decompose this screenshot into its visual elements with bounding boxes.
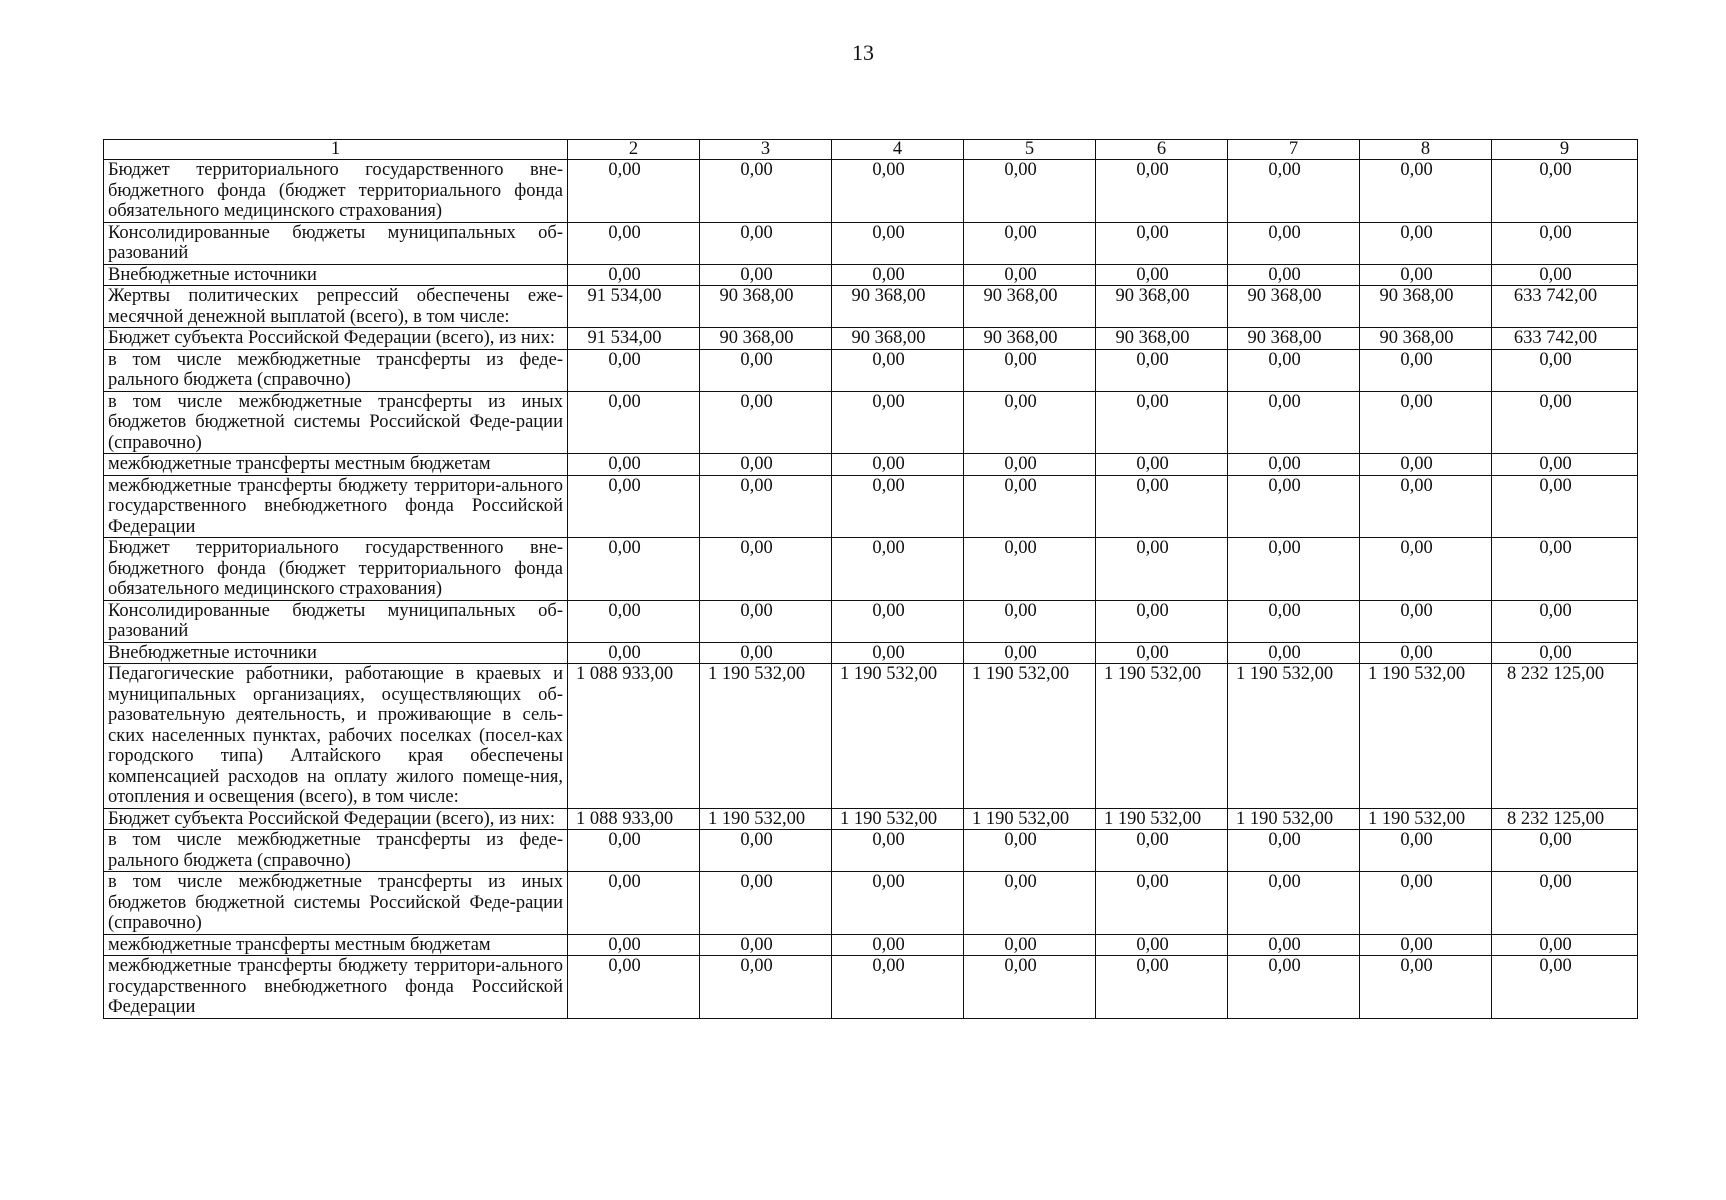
value-cell: 0,00: [1228, 349, 1360, 391]
row-label: межбюджетные трансферты бюджету территори-ального государственного внебюджетного фонда Российской Федерации: [104, 956, 568, 1019]
value-cell: 0,00: [568, 830, 700, 872]
row-label: в том числе межбюджетные трансферты из иных бюджетов бюджетной системы Российской Феде-рации (справочно): [104, 872, 568, 935]
value-cell: 0,00: [1096, 956, 1228, 1019]
value-cell: 0,00: [1360, 934, 1492, 956]
row-label: Бюджет территориального государственного вне-бюджетного фонда (бюджет территориального фонда обязательного медицинского страхования): [104, 538, 568, 601]
value-cell: 0,00: [832, 454, 964, 476]
value-cell: 0,00: [1360, 222, 1492, 264]
value-cell: 0,00: [1096, 600, 1228, 642]
table-row: [104, 328, 1638, 350]
value-cell: 0,00: [700, 160, 832, 223]
value-cell: 0,00: [832, 222, 964, 264]
table-row: [104, 830, 1638, 872]
column-number-cell: 8: [1360, 140, 1492, 160]
value-cell: 0,00: [1228, 956, 1360, 1019]
value-cell: 0,00: [568, 349, 700, 391]
row-label: Бюджет территориального государственного вне-бюджетного фонда (бюджет территориального фонда обязательного медицинского страхования): [104, 160, 568, 223]
value-cell: 0,00: [1096, 538, 1228, 601]
table-row: [104, 872, 1638, 935]
value-cell: 0,00: [1492, 222, 1638, 264]
value-cell: 0,00: [568, 956, 700, 1019]
value-cell: 0,00: [700, 264, 832, 286]
value-cell: 0,00: [1492, 264, 1638, 286]
value-cell: 8 232 125,00: [1492, 664, 1638, 809]
value-cell: 0,00: [1228, 538, 1360, 601]
value-cell: 0,00: [964, 872, 1096, 935]
value-cell: 90 368,00: [1096, 286, 1228, 328]
table-row: [104, 391, 1638, 454]
value-cell: 0,00: [1228, 222, 1360, 264]
value-cell: 0,00: [964, 349, 1096, 391]
value-cell: 1 190 532,00: [1360, 808, 1492, 830]
value-cell: 0,00: [964, 830, 1096, 872]
row-label: межбюджетные трансферты местным бюджетам: [104, 454, 568, 476]
value-cell: 0,00: [568, 222, 700, 264]
column-number-cell: 7: [1228, 140, 1360, 160]
value-cell: 0,00: [700, 391, 832, 454]
value-cell: 0,00: [1096, 642, 1228, 664]
value-cell: 0,00: [1228, 475, 1360, 538]
table-row: [104, 286, 1638, 328]
value-cell: 90 368,00: [832, 286, 964, 328]
table-row: [104, 454, 1638, 476]
value-cell: 0,00: [1492, 391, 1638, 454]
value-cell: 0,00: [568, 454, 700, 476]
value-cell: 1 190 532,00: [1228, 808, 1360, 830]
table-row: [104, 600, 1638, 642]
value-cell: 90 368,00: [1360, 286, 1492, 328]
value-cell: 633 742,00: [1492, 328, 1638, 350]
value-cell: 0,00: [832, 264, 964, 286]
value-cell: 0,00: [1228, 872, 1360, 935]
table-row: [104, 222, 1638, 264]
table-row: [104, 349, 1638, 391]
value-cell: 1 190 532,00: [1096, 664, 1228, 809]
value-cell: 0,00: [1228, 600, 1360, 642]
value-cell: 633 742,00: [1492, 286, 1638, 328]
table-row: [104, 664, 1638, 809]
table-row: [104, 538, 1638, 601]
value-cell: 0,00: [1228, 454, 1360, 476]
row-label: в том числе межбюджетные трансферты из иных бюджетов бюджетной системы Российской Феде-рации (справочно): [104, 391, 568, 454]
value-cell: 1 190 532,00: [832, 664, 964, 809]
value-cell: 0,00: [1492, 600, 1638, 642]
value-cell: 0,00: [1492, 349, 1638, 391]
value-cell: 90 368,00: [1228, 286, 1360, 328]
value-cell: 0,00: [1228, 830, 1360, 872]
table-row: [104, 264, 1638, 286]
value-cell: 0,00: [1360, 600, 1492, 642]
value-cell: 1 190 532,00: [1096, 808, 1228, 830]
column-number-cell: 3: [700, 140, 832, 160]
value-cell: 1 190 532,00: [832, 808, 964, 830]
value-cell: 0,00: [1096, 830, 1228, 872]
value-cell: 0,00: [964, 160, 1096, 223]
value-cell: 91 534,00: [568, 328, 700, 350]
column-number-cell: 2: [568, 140, 700, 160]
row-label: Внебюджетные источники: [104, 642, 568, 664]
value-cell: 0,00: [832, 830, 964, 872]
row-label: Бюджет субъекта Российской Федерации (всего), из них:: [104, 328, 568, 350]
value-cell: 0,00: [1228, 934, 1360, 956]
value-cell: 0,00: [964, 391, 1096, 454]
value-cell: 90 368,00: [1228, 328, 1360, 350]
value-cell: 0,00: [832, 956, 964, 1019]
row-label: межбюджетные трансферты бюджету территори-ального государственного внебюджетного фонда Российской Федерации: [104, 475, 568, 538]
value-cell: 0,00: [1096, 264, 1228, 286]
value-cell: 0,00: [1096, 349, 1228, 391]
value-cell: 90 368,00: [700, 328, 832, 350]
value-cell: 0,00: [1360, 956, 1492, 1019]
column-number-cell: 4: [832, 140, 964, 160]
value-cell: 0,00: [964, 264, 1096, 286]
value-cell: 0,00: [1492, 475, 1638, 538]
value-cell: 0,00: [832, 872, 964, 935]
value-cell: 0,00: [568, 642, 700, 664]
column-number-cell: 9: [1492, 140, 1638, 160]
value-cell: 0,00: [832, 934, 964, 956]
value-cell: 1 088 933,00: [568, 664, 700, 809]
value-cell: 0,00: [568, 391, 700, 454]
value-cell: 0,00: [1360, 391, 1492, 454]
column-number-cell: 5: [964, 140, 1096, 160]
value-cell: 0,00: [568, 538, 700, 601]
value-cell: 90 368,00: [1096, 328, 1228, 350]
value-cell: 0,00: [700, 934, 832, 956]
value-cell: 90 368,00: [964, 328, 1096, 350]
value-cell: 0,00: [832, 391, 964, 454]
value-cell: 0,00: [1360, 830, 1492, 872]
value-cell: 0,00: [1360, 349, 1492, 391]
budget-table: [103, 139, 1638, 1019]
value-cell: 0,00: [568, 475, 700, 538]
value-cell: 0,00: [964, 222, 1096, 264]
value-cell: 0,00: [568, 600, 700, 642]
value-cell: 1 190 532,00: [700, 808, 832, 830]
value-cell: 0,00: [964, 600, 1096, 642]
value-cell: 0,00: [1360, 160, 1492, 223]
value-cell: 0,00: [700, 475, 832, 538]
value-cell: 0,00: [1492, 956, 1638, 1019]
value-cell: 0,00: [964, 956, 1096, 1019]
value-cell: 0,00: [1228, 264, 1360, 286]
value-cell: 0,00: [1360, 475, 1492, 538]
table-row: [104, 160, 1638, 223]
value-cell: 8 232 125,00: [1492, 808, 1638, 830]
table-row: [104, 808, 1638, 830]
table-body: [104, 140, 1638, 1019]
value-cell: 1 190 532,00: [964, 808, 1096, 830]
value-cell: 90 368,00: [964, 286, 1096, 328]
value-cell: 0,00: [700, 830, 832, 872]
value-cell: 0,00: [1096, 160, 1228, 223]
value-cell: 0,00: [1360, 538, 1492, 601]
value-cell: 0,00: [1492, 642, 1638, 664]
value-cell: 0,00: [700, 222, 832, 264]
value-cell: 0,00: [832, 475, 964, 538]
value-cell: 0,00: [1492, 830, 1638, 872]
table-row: [104, 934, 1638, 956]
value-cell: 0,00: [700, 349, 832, 391]
page-number: 13: [852, 40, 874, 65]
row-label: Педагогические работники, работающие в краевых и муниципальных организациях, осуществляющих об-разовательную деятельность, и проживающие в сель-ских населенных пунктах, рабочих поселках (посел-ках городского типа) Алтайского края обеспечены компенсацией расходов на оплату жилого помеще-ния, отопления и освещения (всего), в том числе:: [104, 664, 568, 809]
value-cell: 1 190 532,00: [964, 664, 1096, 809]
value-cell: 0,00: [1360, 642, 1492, 664]
row-label: Консолидированные бюджеты муниципальных об-разований: [104, 600, 568, 642]
value-cell: 90 368,00: [700, 286, 832, 328]
value-cell: 0,00: [1360, 872, 1492, 935]
value-cell: 0,00: [568, 264, 700, 286]
value-cell: 0,00: [700, 600, 832, 642]
value-cell: 1 190 532,00: [1228, 664, 1360, 809]
row-label: Бюджет субъекта Российской Федерации (всего), из них:: [104, 808, 568, 830]
value-cell: 0,00: [1096, 934, 1228, 956]
row-label: Внебюджетные источники: [104, 264, 568, 286]
value-cell: 0,00: [1096, 391, 1228, 454]
value-cell: 0,00: [700, 538, 832, 601]
value-cell: 90 368,00: [1360, 328, 1492, 350]
value-cell: 0,00: [1360, 454, 1492, 476]
row-label: в том числе межбюджетные трансферты из феде-рального бюджета (справочно): [104, 349, 568, 391]
value-cell: 0,00: [832, 600, 964, 642]
value-cell: 0,00: [1096, 454, 1228, 476]
value-cell: 0,00: [1096, 872, 1228, 935]
value-cell: 0,00: [964, 475, 1096, 538]
table-row: [104, 956, 1638, 1019]
value-cell: 0,00: [700, 642, 832, 664]
value-cell: 0,00: [964, 538, 1096, 601]
row-label: Консолидированные бюджеты муниципальных об-разований: [104, 222, 568, 264]
table-row: [104, 475, 1638, 538]
value-cell: 1 190 532,00: [700, 664, 832, 809]
value-cell: 0,00: [964, 454, 1096, 476]
value-cell: 0,00: [1492, 934, 1638, 956]
value-cell: 0,00: [832, 349, 964, 391]
value-cell: 0,00: [1492, 872, 1638, 935]
row-label: Жертвы политических репрессий обеспечены еже-месячной денежной выплатой (всего), в том числе:: [104, 286, 568, 328]
value-cell: 0,00: [1492, 538, 1638, 601]
value-cell: 1 190 532,00: [1360, 664, 1492, 809]
value-cell: 0,00: [964, 934, 1096, 956]
value-cell: 0,00: [1492, 454, 1638, 476]
value-cell: 0,00: [832, 538, 964, 601]
value-cell: 91 534,00: [568, 286, 700, 328]
column-numbers-row: [104, 140, 1638, 160]
value-cell: 90 368,00: [832, 328, 964, 350]
value-cell: 1 088 933,00: [568, 808, 700, 830]
value-cell: 0,00: [568, 872, 700, 935]
column-number-cell: 6: [1096, 140, 1228, 160]
value-cell: 0,00: [700, 872, 832, 935]
value-cell: 0,00: [700, 956, 832, 1019]
value-cell: 0,00: [1492, 160, 1638, 223]
value-cell: 0,00: [1228, 391, 1360, 454]
value-cell: 0,00: [1228, 642, 1360, 664]
value-cell: 0,00: [1360, 264, 1492, 286]
value-cell: 0,00: [568, 160, 700, 223]
table-row: [104, 642, 1638, 664]
value-cell: 0,00: [1096, 222, 1228, 264]
row-label: в том числе межбюджетные трансферты из феде-рального бюджета (справочно): [104, 830, 568, 872]
value-cell: 0,00: [832, 642, 964, 664]
value-cell: 0,00: [568, 934, 700, 956]
value-cell: 0,00: [832, 160, 964, 223]
value-cell: 0,00: [1096, 475, 1228, 538]
value-cell: 0,00: [1228, 160, 1360, 223]
value-cell: 0,00: [700, 454, 832, 476]
value-cell: 0,00: [964, 642, 1096, 664]
row-label: межбюджетные трансферты местным бюджетам: [104, 934, 568, 956]
column-number-cell: 1: [104, 140, 568, 160]
